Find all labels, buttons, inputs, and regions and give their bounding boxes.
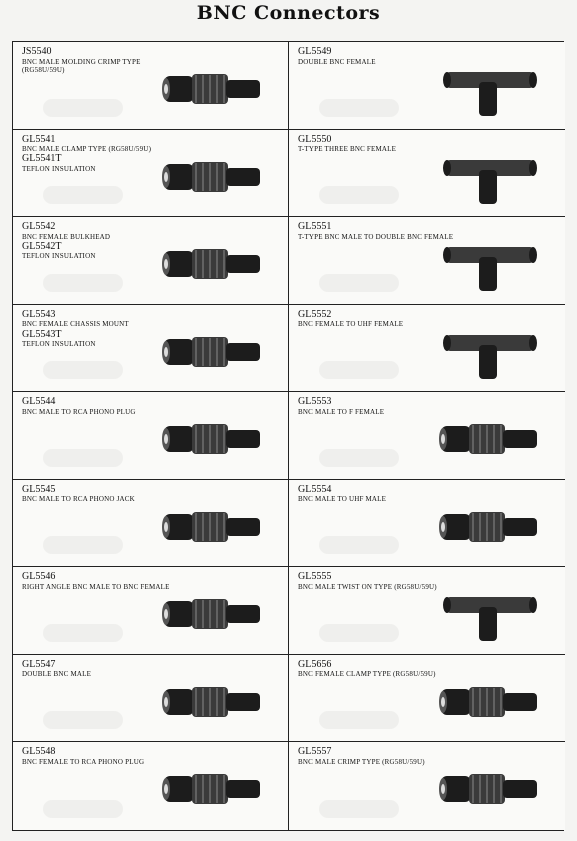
watermark-shadow <box>43 711 123 729</box>
product-code-variant: GL5543T <box>22 328 62 340</box>
watermark-shadow <box>319 186 399 204</box>
bnc-female-to-uhf-female-icon <box>435 319 545 383</box>
right-angle-bnc-icon <box>158 581 268 645</box>
product-description: BNC MALE TO UHF MALE <box>298 495 387 504</box>
product-code: GL5541 <box>22 133 56 145</box>
product-cell <box>13 42 289 130</box>
product-cell <box>289 655 565 743</box>
bnc-female-clamp-icon <box>435 669 545 733</box>
product-grid <box>12 41 564 831</box>
t-type-male-double-female-icon <box>435 231 545 295</box>
product-code: GL5551 <box>298 221 332 233</box>
bnc-male-to-rca-plug-icon <box>158 406 268 470</box>
watermark-shadow <box>43 99 123 117</box>
page-title: BNC Connectors <box>196 2 381 24</box>
product-cell <box>13 567 289 655</box>
product-code: GL5545 <box>22 483 56 495</box>
product-variant-description: TEFLON INSULATION <box>22 252 96 261</box>
bnc-female-chassis-mount-icon <box>158 319 268 383</box>
product-description: RIGHT ANGLE BNC MALE TO BNC FEMALE <box>22 582 170 591</box>
watermark-shadow <box>43 449 123 467</box>
product-code: GL5542 <box>22 221 56 233</box>
product-cell <box>13 392 289 480</box>
product-cell <box>13 130 289 218</box>
bnc-male-crimp-icon <box>158 56 268 120</box>
product-description: DOUBLE BNC MALE <box>22 670 92 679</box>
bnc-female-bulkhead-icon <box>158 231 268 295</box>
product-code: GL5546 <box>22 571 56 583</box>
product-cell <box>289 742 565 830</box>
double-bnc-male-icon <box>158 669 268 733</box>
watermark-shadow <box>43 361 123 379</box>
product-description: BNC MALE TWIST ON TYPE (RG58U/59U) <box>298 582 437 591</box>
watermark-shadow <box>319 99 399 117</box>
t-type-three-female-icon <box>435 144 545 208</box>
product-description: BNC MALE TO RCA PHONO JACK <box>22 495 135 504</box>
product-description: BNC FEMALE CLAMP TYPE (RG58U/59U) <box>298 670 436 679</box>
watermark-shadow <box>319 800 399 818</box>
product-description: BNC FEMALE TO RCA PHONO PLUG <box>22 757 145 766</box>
product-description: BNC FEMALE TO UHF FEMALE <box>298 320 404 329</box>
watermark-shadow <box>43 274 123 292</box>
product-code: GL5553 <box>298 396 332 408</box>
watermark-shadow <box>43 536 123 554</box>
product-cell <box>289 305 565 393</box>
watermark-shadow <box>319 624 399 642</box>
product-description: T-TYPE BNC MALE TO DOUBLE BNC FEMALE <box>298 232 454 241</box>
product-description: BNC MALE TO F FEMALE <box>298 407 385 416</box>
product-cell <box>13 655 289 743</box>
bnc-male-twist-on-icon <box>435 581 545 645</box>
product-description: BNC MALE CLAMP TYPE (RG58U/59U) <box>22 145 152 154</box>
product-variant-description: TEFLON INSULATION <box>22 164 96 173</box>
product-code-variant: GL5542T <box>22 240 62 252</box>
product-cell <box>13 480 289 568</box>
product-code: GL5549 <box>298 46 332 57</box>
product-description: BNC FEMALE CHASSIS MOUNT <box>22 320 129 329</box>
bnc-male-to-f-female-icon <box>435 406 545 470</box>
bnc-male-crimp-type-icon <box>435 756 545 820</box>
product-cell <box>13 305 289 393</box>
product-cell <box>289 392 565 480</box>
product-code: GL5557 <box>298 746 332 758</box>
watermark-shadow <box>43 186 123 204</box>
product-description: BNC MALE TO RCA PHONO PLUG <box>22 407 136 416</box>
product-cell <box>13 742 289 830</box>
watermark-shadow <box>319 711 399 729</box>
watermark-shadow <box>43 800 123 818</box>
watermark-shadow <box>319 361 399 379</box>
product-code-variant: GL5541T <box>22 153 62 165</box>
watermark-shadow <box>319 536 399 554</box>
product-code: GL5547 <box>22 658 56 670</box>
product-code: GL5555 <box>298 571 332 583</box>
product-code: GL5544 <box>22 396 56 408</box>
product-cell <box>289 480 565 568</box>
bnc-male-to-uhf-male-icon <box>435 494 545 558</box>
product-cell <box>289 130 565 218</box>
bnc-male-clamp-icon <box>158 144 268 208</box>
product-description: T-TYPE THREE BNC FEMALE <box>298 145 397 154</box>
product-cell <box>289 217 565 305</box>
watermark-shadow <box>43 624 123 642</box>
product-cell <box>13 217 289 305</box>
product-code: GL5554 <box>298 483 332 495</box>
product-description: BNC MALE MOLDING CRIMP TYPE <box>22 57 141 66</box>
double-bnc-female-icon <box>435 56 545 120</box>
product-cell <box>289 567 565 655</box>
product-cell <box>289 42 565 130</box>
product-variant-description: TEFLON INSULATION <box>22 340 96 348</box>
product-description: BNC MALE CRIMP TYPE (RG58U/59U) <box>298 757 425 766</box>
watermark-shadow <box>319 274 399 292</box>
bnc-female-to-rca-plug-icon <box>158 756 268 820</box>
product-description-extra: (RG58U/59U) <box>22 65 65 74</box>
product-code: JS5540 <box>22 46 52 57</box>
bnc-male-to-rca-jack-icon <box>158 494 268 558</box>
product-code: GL5552 <box>298 308 332 320</box>
product-description: DOUBLE BNC FEMALE <box>298 57 376 66</box>
product-description: BNC FEMALE BULKHEAD <box>22 232 111 241</box>
product-code: GL5543 <box>22 308 56 320</box>
watermark-shadow <box>319 449 399 467</box>
product-code: GL5548 <box>22 746 56 758</box>
product-code: GL5550 <box>298 133 332 145</box>
product-code: GL5656 <box>298 658 332 670</box>
